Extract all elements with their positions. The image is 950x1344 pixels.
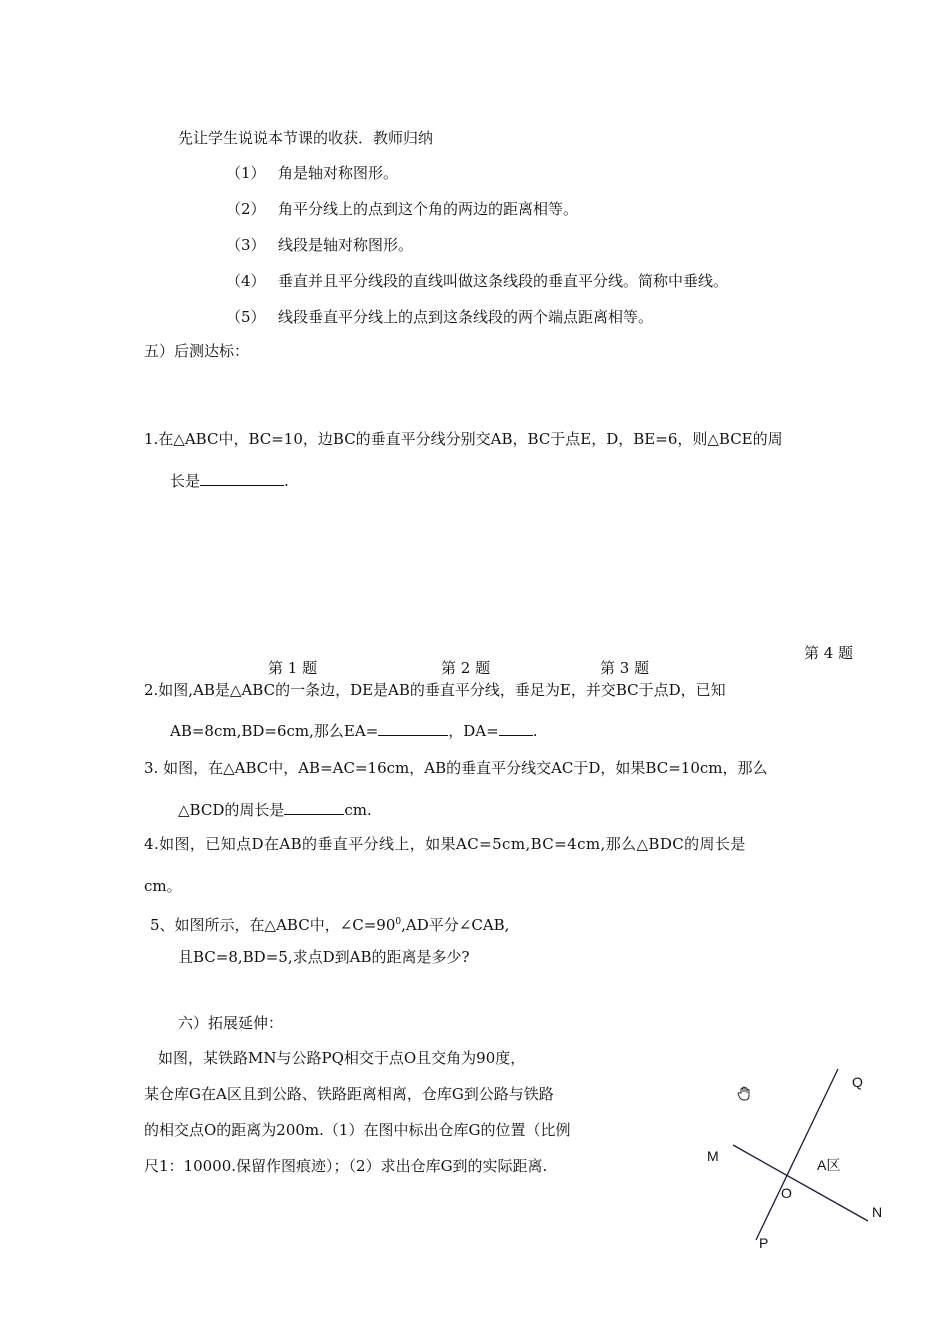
point-text: 角平分线上的点到这个角的两边的距离相等。	[278, 200, 579, 218]
summary-point-1	[226, 163, 398, 183]
intersection-figure	[700, 1064, 900, 1254]
question-5-text-b: ,AD平分∠CAB,	[401, 916, 510, 934]
summary-point-3	[226, 235, 413, 255]
label-p: P	[759, 1235, 769, 1251]
point-number: （3）	[226, 236, 266, 254]
question-4-line-1: 4.如图，已知点D在AB的垂直平分线上，如果AC=5cm,BC=4cm,那么△BDC的周长是	[144, 835, 746, 853]
section6-line-3: 的相交点O的距离为200m.（1）在图中标出仓库G的位置（比例	[144, 1121, 571, 1139]
summary-point-4	[226, 271, 728, 291]
summary-point-2	[226, 199, 578, 219]
question-1-period: .	[284, 472, 289, 490]
question-4-line-2: cm。	[144, 877, 182, 895]
label-o: O	[781, 1185, 792, 1201]
figure-caption-4: 第 4 题	[804, 644, 854, 662]
question-5-text: 5、如图所示，在△ABC中，∠C=90	[150, 916, 396, 934]
question-2-text-da: ，DA=	[448, 722, 499, 740]
point-text: 线段垂直平分线上的点到这条线段的两个端点距离相等。	[278, 308, 654, 326]
question-1-text: 长是	[170, 472, 201, 490]
question-3-text: △BCD的周长是	[178, 801, 285, 819]
question-1-line-2	[170, 471, 289, 491]
section5-heading: 五）后测达标：	[144, 342, 250, 360]
question-3-unit: cm.	[344, 801, 372, 819]
point-text: 垂直并且平分线段的直线叫做这条线段的垂直平分线。简称中垂线。	[278, 272, 729, 290]
question-2-line-1: 2.如图,AB是△ABC的一条边，DE是AB的垂直平分线，垂足为E，并交BC于点D，已知	[144, 681, 726, 699]
hand-cursor-icon	[738, 1087, 749, 1100]
question-3-line-1: 3. 如图，在△ABC中，AB=AC=16cm，AB的垂直平分线交AC于D，如果BC=10cm，那么	[144, 759, 768, 777]
question-3-line-2	[178, 800, 372, 820]
question-5-line-2: 且BC=8,BD=5,求点D到AB的距离是多少?	[178, 948, 470, 966]
point-number: （4）	[226, 272, 266, 290]
point-text: 角是轴对称图形。	[278, 164, 399, 182]
label-m: M	[707, 1148, 719, 1164]
answer-blank[interactable]	[200, 471, 284, 486]
summary-point-5	[226, 307, 653, 327]
figure-caption-1: 第 1 题	[268, 659, 318, 677]
label-q: Q	[852, 1074, 863, 1090]
question-2-line-2	[170, 721, 537, 741]
question-1-line-1: 1.在△ABC中，BC=10，边BC的垂直平分线分别交AB，BC于点E，D，BE=6，则△BCE的周	[144, 430, 783, 448]
point-text: 线段是轴对称图形。	[278, 236, 414, 254]
question-5-line-1	[150, 912, 509, 935]
answer-blank[interactable]	[284, 800, 344, 815]
section6-line-4: 尺1：10000.保留作图痕迹）；（2）求出仓库G到的实际距离.	[144, 1157, 548, 1175]
label-a-zone: A区	[817, 1157, 841, 1173]
answer-blank-ea[interactable]	[378, 721, 448, 736]
figure-caption-2: 第 2 题	[441, 659, 491, 677]
railway-line-mn	[733, 1145, 868, 1221]
point-number: （5）	[226, 308, 266, 326]
point-number: （2）	[226, 200, 266, 218]
degree-superscript: 0	[395, 917, 402, 927]
section6-line-2: 某仓库G在A区且到公路、铁路距离相离，仓库G到公路与铁路	[144, 1085, 554, 1103]
label-n: N	[872, 1204, 883, 1220]
answer-blank-da[interactable]	[499, 721, 533, 736]
section6-heading: 六）拓展延伸：	[178, 1014, 284, 1032]
road-line-pq	[756, 1069, 841, 1240]
point-number: （1）	[226, 164, 266, 182]
question-2-text: AB=8cm,BD=6cm,那么EA=	[170, 722, 379, 740]
question-2-period: .	[532, 722, 538, 740]
summary-intro: 先让学生说说本节课的收获．教师归纳	[178, 129, 434, 147]
figure-caption-3: 第 3 题	[600, 659, 650, 677]
section6-line-1: 如图，某铁路MN与公路PQ相交于点O且交角为90度，	[158, 1049, 526, 1067]
